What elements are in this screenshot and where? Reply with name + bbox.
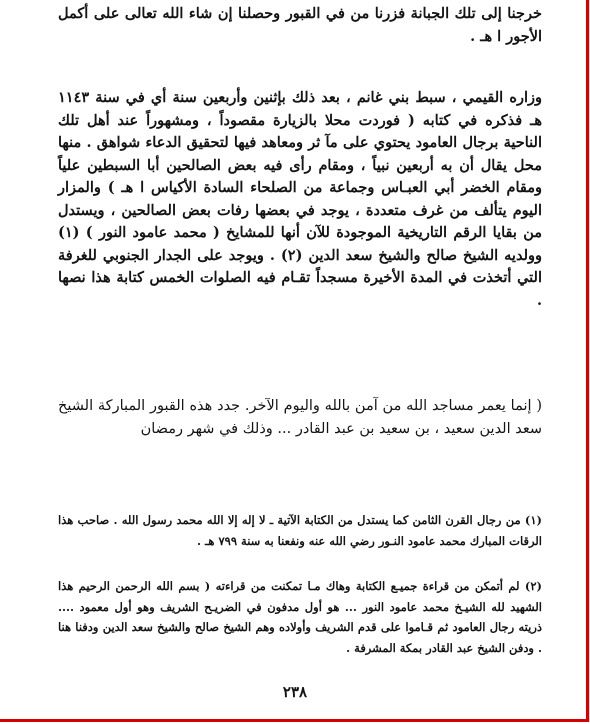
page-number: ٢٣٨ [282, 683, 308, 701]
body-paragraph-1: خرجنا إلى تلك الجبانة فزرنا من في القبور وحصلنا إن شاء الله تعالى على أكمل الأجور ا هـ . [58, 5, 542, 45]
body-paragraph-2: وزاره القيمي ، سبط بني غانم ، بعد ذلك بإثنين وأربعين سنة أي في سنة ١١٤٣ هـ فذكره في كتابه ( فوردت محلا بالزيارة مقصوداً ، ومشهوراً عند أهل تلك الناحية برجال العامود يحتوي على مآ ثر ومعاهد فيها لتحقيق الدعاء شواهق . منها محل يقال أن به أربعين نبياً ، ومقام رأى فيه بعض الصالحين أبا السبطين علياً ومقام الخضر أبي العبـاس وجماعة من الصلحاء السادة الأكياس ا هـ ) والمزار اليوم يتألف من غرف متعددة ، يوجد في بعضها رفات بعض الصالحين ، ويستدل من بقايا الرقم التاريخية الموجودة للآن أنها للمشايخ ( محمد عامود النور ) (١) وولديه الشيخ صالح والشيخ سعد الدين (٢) . ويوجد على الجدار الجنوبي للغرفة التي أتخذت في المدة الأخيرة مسجداً تقـام فيه الصلوات الخمس كتابة هذا نصها . [58, 89, 543, 309]
footnote-2: (٢) لم أتمكن من قراءة جميـع الكتابة وهاك مـا تمكنت من قراءته ( بسم الله الرحمن الرحيم هذا الشهيد لله الشيـخ محمد عامود النور ... هو أول مدفون في الضريـح الشريف وهو أول معمود .... ذريته رجال العامود ثم قـاموا على قدم الشريف وأولاده وهم الشيخ صالح والشيخ سعد الدين ودفنا هنا . ودفن الشيخ عبد القادر بمكة المشرفة . [58, 579, 542, 655]
body-paragraph-3: ( إنما يعمر مساجد الله من آمن بالله واليوم الآخر. جدد هذه القبور المباركة الشيخ سعد الدين سعيد ، بن سعيد بن عبد القادر ... وذلك في شهر رمضان [58, 398, 542, 437]
book-page [58, 0, 542, 710]
footnote-1: (١) من رجال القرن الثامن كما يستدل من الكتابة الآتية ـ لا إله إلا الله محمد رسول الله . صاحب هذا الرقات المبارك محمد عامود النـور رضي الله عنه ونفعنا به سنة ٧٩٩ هـ . [58, 513, 542, 548]
